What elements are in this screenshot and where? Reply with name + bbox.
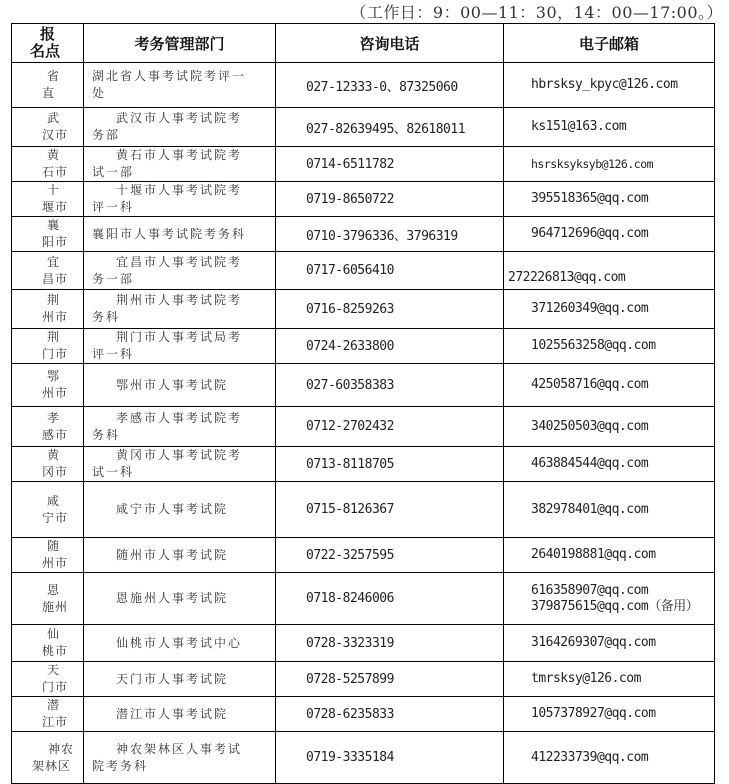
phone-cell: 0724-2633800 (276, 329, 504, 364)
region-name: 恩施州 (42, 582, 69, 614)
department-name: 武汉市人事考试院考务部 (92, 111, 243, 142)
department-name: 黄石市人事考试院考试一部 (92, 148, 243, 179)
email-address[interactable]: 340250503@qq.com (531, 418, 649, 434)
table-row (12, 329, 715, 364)
table-row (12, 732, 715, 784)
header-email: 电子邮箱 (504, 24, 715, 63)
email-address[interactable]: 272226813@qq.com (508, 269, 626, 285)
phone-cell: 0728-5257899 (276, 662, 504, 697)
department-cell (84, 573, 276, 625)
phone-cell: 027-12333-0、87325060 (276, 63, 504, 108)
region-name: 荆州市 (42, 293, 69, 324)
table-row (12, 290, 715, 329)
region-name: 随州市 (42, 539, 69, 570)
region-cell (12, 407, 84, 447)
phone-cell: 0713-8118705 (276, 447, 504, 482)
backup-email-address[interactable]: 379875615@qq.com（备用） (531, 598, 699, 614)
department-name: 孝感市人事考试院考务科 (92, 410, 243, 442)
email-cell (504, 217, 715, 252)
department-name: 襄阳市人事考试院考务科 (92, 226, 247, 241)
region-cell (12, 625, 84, 662)
email-cell (504, 108, 715, 147)
header-region: 报名点 (12, 24, 84, 63)
table-row (12, 538, 715, 573)
email-address[interactable]: 964712696@qq.com (531, 226, 649, 241)
table-row (12, 182, 715, 217)
region-name: 鄂州市 (42, 369, 69, 400)
phone-cell: 0719-8650722 (276, 182, 504, 217)
contact-table (11, 23, 715, 784)
phone-cell: 0728-6235833 (276, 697, 504, 732)
phone-cell: 0722-3257595 (276, 538, 504, 573)
department-cell (84, 108, 276, 147)
email-address[interactable]: 412233739@qq.com (531, 749, 649, 765)
department-name: 神农架林区人事考试院考务科 (92, 741, 243, 773)
region-cell (12, 573, 84, 625)
region-name: 武汉市 (42, 111, 69, 142)
email-cell (504, 482, 715, 538)
department-cell (84, 217, 276, 252)
region-name: 仙桃市 (42, 627, 69, 658)
department-name: 荆门市人事考试局考评一科 (92, 330, 243, 361)
email-cell (504, 538, 715, 573)
region-name: 天门市 (42, 663, 69, 694)
region-cell (12, 662, 84, 697)
department-cell (84, 625, 276, 662)
region-name: 省直 (42, 69, 61, 100)
email-address[interactable]: 1057378927@qq.com (531, 706, 656, 721)
phone-cell: 0719-3335184 (276, 732, 504, 784)
region-cell (12, 217, 84, 252)
region-name: 荆门市 (42, 330, 69, 361)
email-address[interactable]: 1025563258@qq.com (531, 338, 656, 353)
email-address[interactable]: 3164269307@qq.com (531, 635, 656, 650)
table-row (12, 252, 715, 290)
table-row (12, 364, 715, 407)
email-cell (504, 573, 715, 625)
department-name: 天门市人事考试院 (116, 671, 229, 686)
region-cell (12, 108, 84, 147)
department-cell (84, 482, 276, 538)
region-name: 神农架林区 (32, 741, 75, 773)
table-row (12, 217, 715, 252)
email-address[interactable]: hsrsksyksyb@126.com (531, 157, 654, 171)
region-cell (12, 697, 84, 732)
email-cell (504, 447, 715, 482)
department-cell (84, 447, 276, 482)
department-name: 湖北省人事考试院考评一处 (92, 69, 247, 100)
table-row (12, 447, 715, 482)
department-cell (84, 662, 276, 697)
email-cell (504, 407, 715, 447)
phone-cell: 0728-3323319 (276, 625, 504, 662)
email-cell (504, 662, 715, 697)
email-address[interactable]: 425058716@qq.com (531, 377, 649, 392)
email-address[interactable]: ks151@163.com (531, 119, 627, 134)
email-cell (504, 182, 715, 217)
working-hours-note: （工作日：9：00—11：30，14：00—17:00。） (350, 3, 723, 22)
department-cell (84, 329, 276, 364)
email-address[interactable]: hbrsksy_kpyc@126.com (531, 77, 678, 92)
phone-cell: 027-60358383 (276, 364, 504, 407)
region-name: 黄石市 (42, 148, 69, 179)
header-phone: 咨询电话 (276, 24, 504, 63)
department-cell (84, 182, 276, 217)
department-name: 咸宁市人事考试院 (116, 502, 229, 516)
department-cell (84, 697, 276, 732)
region-cell (12, 182, 84, 217)
table-row (12, 697, 715, 732)
table-row (12, 482, 715, 538)
table-row (12, 662, 715, 697)
region-cell (12, 482, 84, 538)
department-name: 仙桃市人事考试中心 (116, 635, 243, 650)
region-cell (12, 447, 84, 482)
department-cell (84, 252, 276, 290)
email-address[interactable]: 2640198881@qq.com (531, 547, 656, 562)
department-cell (84, 364, 276, 407)
region-cell (12, 364, 84, 407)
region-name: 黄冈市 (42, 448, 69, 479)
phone-cell: 0710-3796336、3796319 (276, 217, 504, 252)
email-address[interactable]: 463884544@qq.com (531, 456, 649, 471)
email-cell (504, 290, 715, 329)
email-cell (504, 732, 715, 784)
region-name: 襄阳市 (42, 218, 69, 249)
email-cell (504, 329, 715, 364)
region-cell (12, 732, 84, 784)
phone-cell: 0716-8259263 (276, 290, 504, 329)
region-cell (12, 538, 84, 573)
region-name: 宜昌市 (42, 254, 69, 286)
region-cell (12, 147, 84, 182)
department-cell (84, 290, 276, 329)
department-name: 宜昌市人事考试院考务一部 (92, 254, 243, 286)
email-address[interactable]: 395518365@qq.com (531, 191, 649, 206)
table-row (12, 147, 715, 182)
table-row (12, 108, 715, 147)
department-name: 黄冈市人事考试院考试一科 (92, 448, 243, 479)
table-row (12, 63, 715, 108)
region-cell (12, 63, 84, 108)
department-name: 荆州市人事考试院考务科 (92, 293, 243, 324)
email-address[interactable]: tmrsksy@126.com (531, 671, 641, 686)
department-name: 恩施州人事考试院 (116, 591, 229, 605)
region-cell (12, 252, 84, 290)
region-name: 潜江市 (42, 698, 69, 729)
department-name: 随州市人事考试院 (116, 547, 229, 562)
phone-cell: 0715-8126367 (276, 482, 504, 538)
region-name: 孝感市 (42, 410, 69, 442)
table-header-row (12, 24, 715, 63)
email-cell (504, 147, 715, 182)
department-cell (84, 732, 276, 784)
phone-cell: 0717-6056410 (276, 252, 504, 290)
region-cell (12, 290, 84, 329)
table-row (12, 573, 715, 625)
email-address[interactable]: 382978401@qq.com (531, 501, 649, 517)
department-name: 鄂州市人事考试院 (116, 377, 229, 392)
email-cell (504, 697, 715, 732)
phone-cell: 0714-6511782 (276, 147, 504, 182)
phone-cell: 0712-2702432 (276, 407, 504, 447)
phone-cell: 027-82639495、82618011 (276, 108, 504, 147)
department-cell (84, 538, 276, 573)
email-cell (504, 252, 715, 290)
email-address[interactable]: 371260349@qq.com (531, 301, 649, 316)
department-cell (84, 147, 276, 182)
email-cell (504, 625, 715, 662)
phone-cell: 0718-8246006 (276, 573, 504, 625)
email-cell (504, 364, 715, 407)
header-department: 考务管理部门 (84, 24, 276, 63)
department-name: 十堰市人事考试院考评一科 (92, 183, 243, 214)
table-row (12, 625, 715, 662)
region-name: 十堰市 (42, 183, 69, 214)
email-cell (504, 63, 715, 108)
department-cell (84, 63, 276, 108)
region-name: 咸宁市 (42, 493, 69, 525)
department-cell (84, 407, 276, 447)
email-address[interactable]: 616358907@qq.com (531, 582, 649, 598)
table-row (12, 407, 715, 447)
region-cell (12, 329, 84, 364)
department-name: 潜江市人事考试院 (116, 706, 229, 721)
